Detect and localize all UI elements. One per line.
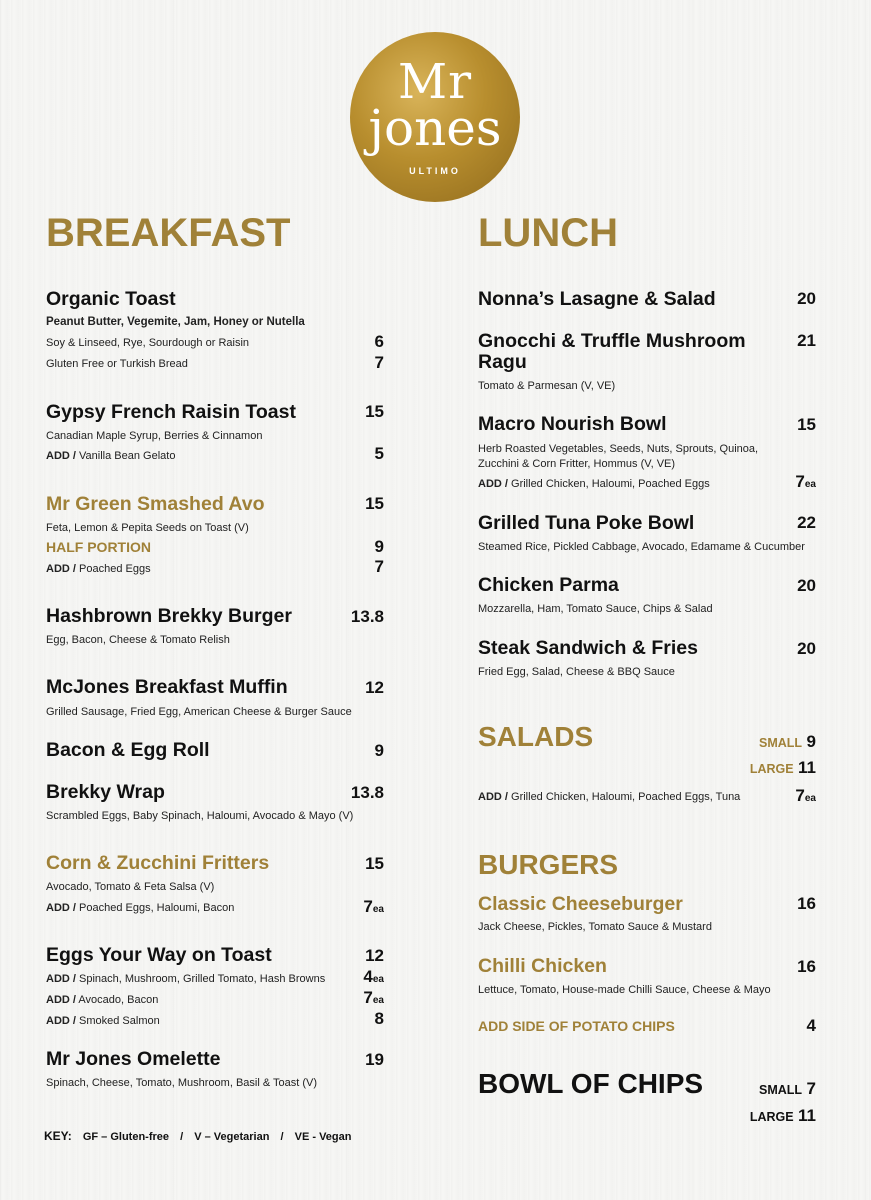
logo-subtitle: ULTIMO <box>409 166 461 176</box>
smashed-avo-half-price: 9 <box>374 537 384 556</box>
gypsy-toast-addon <box>46 449 175 463</box>
bacon-egg-roll-price: 9 <box>374 741 384 760</box>
size-label: SMALL <box>759 736 803 750</box>
price-suffix: ea <box>372 995 384 1006</box>
price-suffix: ea <box>372 904 384 915</box>
gnocchi-price: 21 <box>797 331 816 350</box>
gypsy-toast-desc: Canadian Maple Syrup, Berries & Cinnamon <box>46 430 263 442</box>
eggs-addon-3 <box>46 1014 160 1028</box>
add-label: ADD / <box>46 563 76 575</box>
fritters-addon-price <box>324 897 384 920</box>
key-label: KEY: <box>44 1129 72 1143</box>
size-price: 11 <box>798 758 816 777</box>
macro-bowl-addon-price <box>756 472 816 495</box>
chicken-parma-name: Chicken Parma <box>478 574 619 596</box>
size-price: 7 <box>806 1079 816 1098</box>
brekky-wrap-desc: Scrambled Eggs, Baby Spinach, Haloumi, Avocado & Mayo (V) <box>46 810 354 822</box>
gypsy-toast-price: 15 <box>365 402 384 421</box>
eggs-addon-1 <box>46 972 325 986</box>
key-separator: / <box>280 1131 284 1143</box>
price-suffix: ea <box>804 479 816 490</box>
chilli-chicken-name: Chilli Chicken <box>478 955 607 977</box>
addon-text: Poached Eggs, Haloumi, Bacon <box>79 902 235 914</box>
addon-text: Vanilla Bean Gelato <box>79 450 176 462</box>
add-label: ADD / <box>46 902 76 914</box>
chicken-parma-desc: Mozzarella, Ham, Tomato Sauce, Chips & Salad <box>478 603 713 615</box>
key-gluten-free: GF – Gluten-free <box>82 1131 170 1143</box>
lasagne-name: Nonna’s Lasagne & Salad <box>478 288 716 310</box>
macro-bowl-name: Macro Nourish Bowl <box>478 413 667 435</box>
macro-bowl-price: 15 <box>797 415 816 434</box>
gnocchi-desc: Tomato & Parmesan (V, VE) <box>478 380 616 392</box>
salads-addon-price <box>756 786 816 809</box>
gypsy-toast-name: Gypsy French Raisin Toast <box>46 401 296 423</box>
add-label: ADD / <box>46 973 76 985</box>
gnocchi-name-line2: Ragu <box>478 351 527 373</box>
omelette-price: 19 <box>365 1050 384 1069</box>
price-value: 7 <box>363 897 373 916</box>
price-value: 4 <box>363 967 373 986</box>
bowl-of-chips-heading: BOWL OF CHIPS <box>478 1068 704 1099</box>
smashed-avo-name: Mr Green Smashed Avo <box>46 493 265 515</box>
price-suffix: ea <box>804 793 816 804</box>
organic-toast-option1: Soy & Linseed, Rye, Sourdough or Raisin <box>46 337 250 349</box>
size-label: SMALL <box>759 1083 803 1097</box>
bowl-of-chips-small <box>696 1079 816 1099</box>
breakfast-muffin-name: McJones Breakfast Muffin <box>46 676 288 698</box>
breakfast-muffin-price: 12 <box>365 678 384 697</box>
organic-toast-option2-price: 7 <box>374 353 384 372</box>
eggs-addon-1-price <box>324 967 384 990</box>
bowl-of-chips-large <box>696 1106 816 1126</box>
salads-addon <box>478 790 740 804</box>
eggs-your-way-price: 12 <box>365 946 384 965</box>
burgers-heading: BURGERS <box>478 849 619 880</box>
addon-text: Grilled Chicken, Haloumi, Poached Eggs, Tuna <box>511 791 741 803</box>
organic-toast-name: Organic Toast <box>46 288 176 310</box>
fritters-name: Corn & Zucchini Fritters <box>46 852 270 874</box>
potato-chips-addon-price: 4 <box>806 1016 816 1035</box>
logo-line-jones: jones <box>368 99 502 157</box>
price-value: 7 <box>363 988 373 1007</box>
macro-bowl-desc-line2: Zucchini & Corn Fritter, Hommus (V, VE) <box>478 458 676 470</box>
potato-chips-addon-label: ADD SIDE OF POTATO CHIPS <box>478 1018 675 1034</box>
omelette-name: Mr Jones Omelette <box>46 1048 221 1070</box>
size-label: LARGE <box>749 1110 794 1124</box>
tuna-poke-desc: Steamed Rice, Pickled Cabbage, Avocado, Edamame & Cucumber <box>478 541 805 553</box>
steak-sandwich-name: Steak Sandwich & Fries <box>478 637 698 659</box>
fritters-addon <box>46 901 234 915</box>
key-separator: / <box>180 1131 184 1143</box>
add-label: ADD / <box>478 791 508 803</box>
add-label: ADD / <box>46 450 76 462</box>
lasagne-price: 20 <box>797 289 816 308</box>
price-value: 7 <box>795 472 805 491</box>
tuna-poke-price: 22 <box>797 513 816 532</box>
add-label: ADD / <box>478 478 508 490</box>
chilli-chicken-price: 16 <box>797 957 816 976</box>
key-vegetarian: V – Vegetarian <box>194 1131 270 1143</box>
bacon-egg-roll-name: Bacon & Egg Roll <box>46 739 210 761</box>
chicken-parma-price: 20 <box>797 576 816 595</box>
gnocchi-name-line1: Gnocchi & Truffle Mushroom <box>478 330 746 352</box>
smashed-avo-desc: Feta, Lemon & Pepita Seeds on Toast (V) <box>46 522 249 534</box>
cheeseburger-price: 16 <box>797 894 816 913</box>
smashed-avo-price: 15 <box>365 494 384 513</box>
organic-toast-option2: Gluten Free or Turkish Bread <box>46 358 188 370</box>
addon-text: Grilled Chicken, Haloumi, Poached Eggs <box>511 478 710 490</box>
salads-large <box>696 758 816 778</box>
omelette-desc: Spinach, Cheese, Tomato, Mushroom, Basil & Toast (V) <box>46 1077 318 1089</box>
key-vegan: VE - Vegan <box>294 1131 352 1143</box>
dietary-key <box>44 1129 351 1143</box>
salads-heading: SALADS <box>478 721 594 752</box>
macro-bowl-addon <box>478 477 710 491</box>
addon-text: Spinach, Mushroom, Grilled Tomato, Hash Browns <box>79 973 326 985</box>
addon-text: Poached Eggs <box>79 563 151 575</box>
steak-sandwich-desc: Fried Egg, Salad, Cheese & BBQ Sauce <box>478 666 675 678</box>
smashed-avo-addon <box>46 562 151 576</box>
fritters-price: 15 <box>365 854 384 873</box>
smashed-avo-half-label: HALF PORTION <box>46 539 151 555</box>
brekky-wrap-price: 13.8 <box>350 783 384 802</box>
hashbrown-burger-name: Hashbrown Brekky Burger <box>46 605 292 627</box>
hashbrown-burger-desc: Egg, Bacon, Cheese & Tomato Relish <box>46 634 230 646</box>
mr-jones-logo <box>350 32 520 202</box>
steak-sandwich-price: 20 <box>797 639 816 658</box>
cheeseburger-desc: Jack Cheese, Pickles, Tomato Sauce & Mustard <box>478 921 712 933</box>
gypsy-toast-addon-price: 5 <box>374 444 384 463</box>
tuna-poke-name: Grilled Tuna Poke Bowl <box>478 512 695 534</box>
lunch-heading: LUNCH <box>478 211 618 255</box>
size-label: LARGE <box>749 762 794 776</box>
logo-line-mr: Mr <box>397 54 473 110</box>
breakfast-heading: BREAKFAST <box>46 211 291 255</box>
add-label: ADD / <box>46 1015 76 1027</box>
eggs-addon-2 <box>46 993 158 1007</box>
salads-small <box>696 732 816 752</box>
eggs-addon-2-price <box>324 988 384 1011</box>
fritters-desc: Avocado, Tomato & Feta Salsa (V) <box>46 881 215 893</box>
eggs-your-way-name: Eggs Your Way on Toast <box>46 944 272 966</box>
breakfast-muffin-desc: Grilled Sausage, Fried Egg, American Cheese & Burger Sauce <box>46 706 352 718</box>
organic-toast-spreads: Peanut Butter, Vegemite, Jam, Honey or Nutella <box>46 316 305 328</box>
macro-bowl-desc-line1: Herb Roasted Vegetables, Seeds, Nuts, Sprouts, Quinoa, <box>478 443 759 455</box>
hashbrown-burger-price: 13.8 <box>350 607 384 626</box>
eggs-addon-3-price: 8 <box>374 1009 384 1028</box>
price-suffix: ea <box>372 974 384 985</box>
cheeseburger-name: Classic Cheeseburger <box>478 893 683 915</box>
size-price: 9 <box>806 732 816 751</box>
brekky-wrap-name: Brekky Wrap <box>46 781 165 803</box>
price-value: 7 <box>795 786 805 805</box>
add-label: ADD / <box>46 994 76 1006</box>
addon-text: Avocado, Bacon <box>78 994 159 1006</box>
addon-text: Smoked Salmon <box>79 1015 160 1027</box>
smashed-avo-addon-price: 7 <box>374 557 384 576</box>
size-price: 11 <box>798 1106 816 1125</box>
chilli-chicken-desc: Lettuce, Tomato, House-made Chilli Sauce, Cheese & Mayo <box>478 984 771 996</box>
organic-toast-option1-price: 6 <box>374 332 384 351</box>
